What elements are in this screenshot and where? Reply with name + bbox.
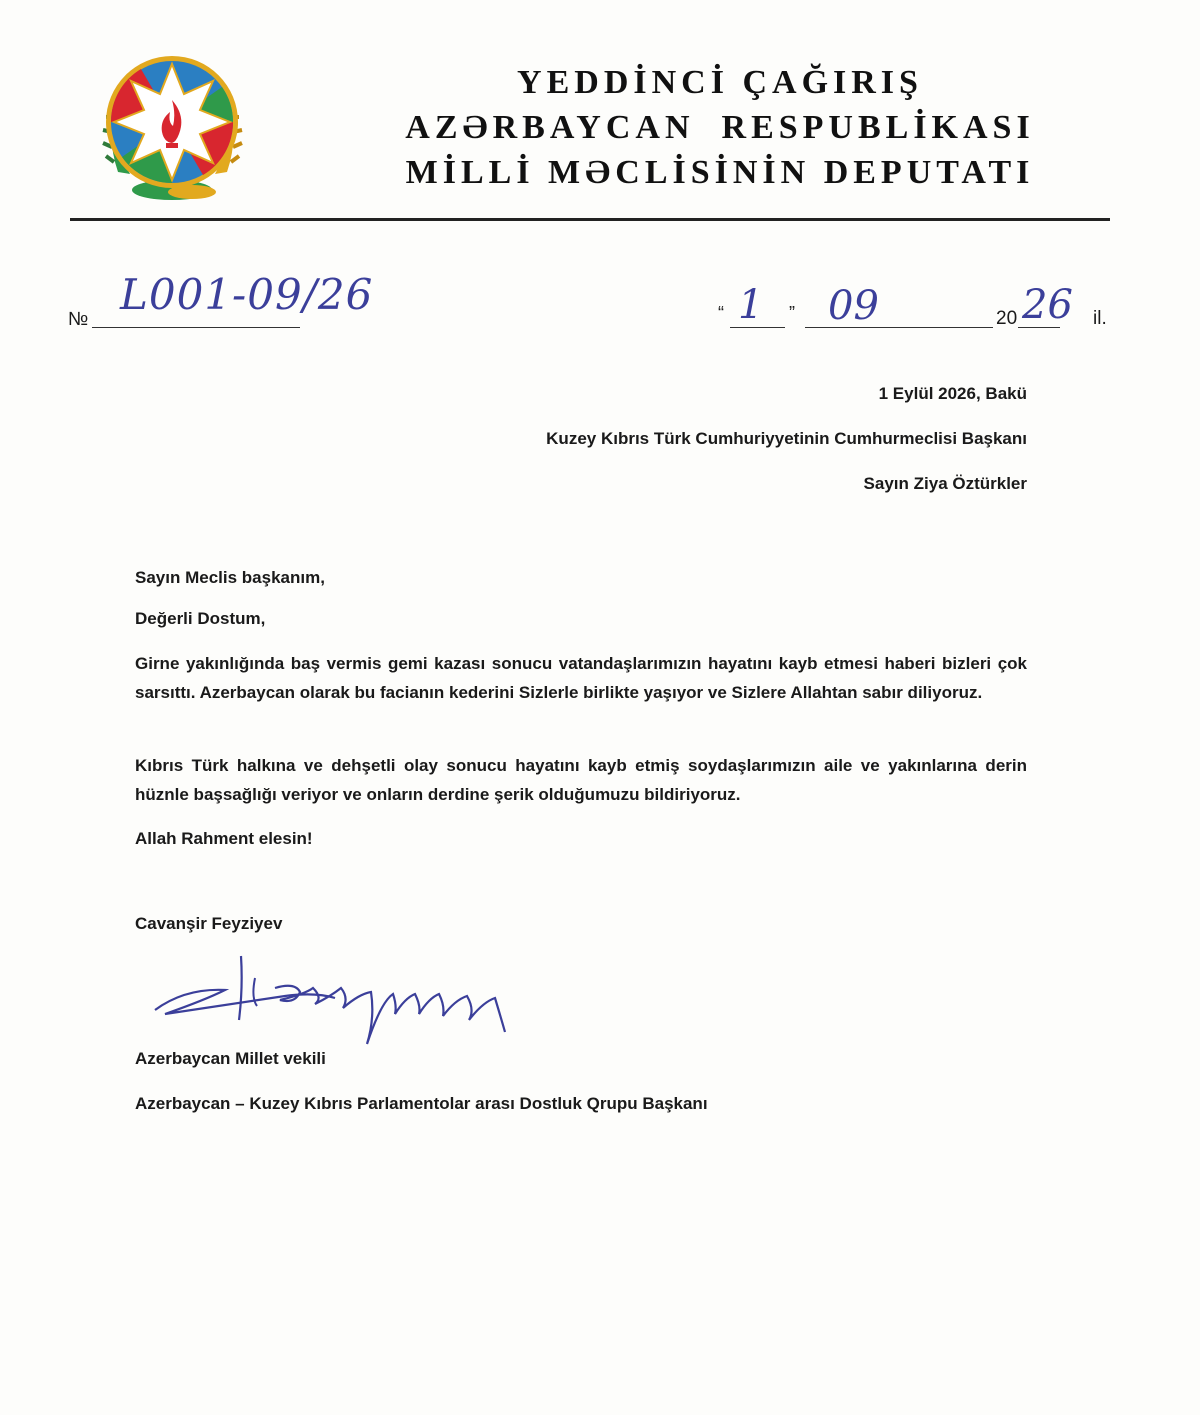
- date-unit: il.: [1093, 308, 1107, 329]
- salutation-2: Değerli Dostum,: [135, 609, 266, 628]
- handwritten-date-month: 09: [828, 283, 879, 329]
- handwritten-reference-number: L001-09/26: [120, 270, 374, 319]
- signatory-title-2: Azerbaycan – Kuzey Kıbrıs Parlamentolar arası Dostluk Qrupu Başkanı: [135, 1094, 708, 1113]
- handwritten-date-day: 1: [738, 282, 764, 328]
- recipient-name: Sayın Ziya Öztürkler: [863, 474, 1027, 493]
- handwritten-signature: [145, 948, 525, 1058]
- salutation-1: Sayın Meclis başkanım,: [135, 568, 325, 587]
- date-year-prefix: 20: [996, 308, 1018, 329]
- signatory-name: Cavanşir Feyziyev: [135, 914, 283, 933]
- header-divider: [70, 218, 1110, 221]
- header-line-3: MİLLİ MƏCLİSİNİN DEPUTATI: [405, 154, 1035, 191]
- paragraph-2: Kıbrıs Türk halkına ve dehşetli olay sonucu hayatını kayb etmiş soydaşlarımızın aile ve yakınlarına derin hüznle başsağlığı veriyor ve onların derdine şerik olduğumuzu bildiriyoruz.: [135, 756, 1027, 804]
- date-open-quote: “: [718, 303, 724, 323]
- state-emblem-icon: [100, 42, 245, 207]
- recipient-title: Kuzey Kıbrıs Türk Cumhuriyyetinin Cumhurmeclisi Başkanı: [546, 429, 1027, 448]
- closing-line: Allah Rahment elesin!: [135, 829, 313, 848]
- date-close-quote: ”: [789, 303, 795, 323]
- handwritten-date-year: 26: [1022, 282, 1073, 328]
- signatory-title-1: Azerbaycan Millet vekili: [135, 1049, 326, 1068]
- number-underline: [92, 327, 300, 328]
- header-line-2: AZƏRBAYCAN RESPUBLİKASI: [405, 109, 1035, 146]
- paragraph-1: Girne yakınlığında baş vermis gemi kazası sonucu vatandaşlarımızın hayatını kayb etmesi haberi bizleri çok sarsıttı. Azerbaycan olarak bu facianın kederini Sizlerle birlikte yaşıyor ve Sizlere Allahtan sabır diliyoruz.: [135, 654, 1027, 702]
- date-place: 1 Eylül 2026, Bakü: [878, 384, 1027, 403]
- institution-header: [330, 60, 1110, 195]
- header-line-1: YEDDİNCİ ÇAĞIRIŞ: [517, 64, 923, 101]
- number-label: №: [68, 309, 89, 330]
